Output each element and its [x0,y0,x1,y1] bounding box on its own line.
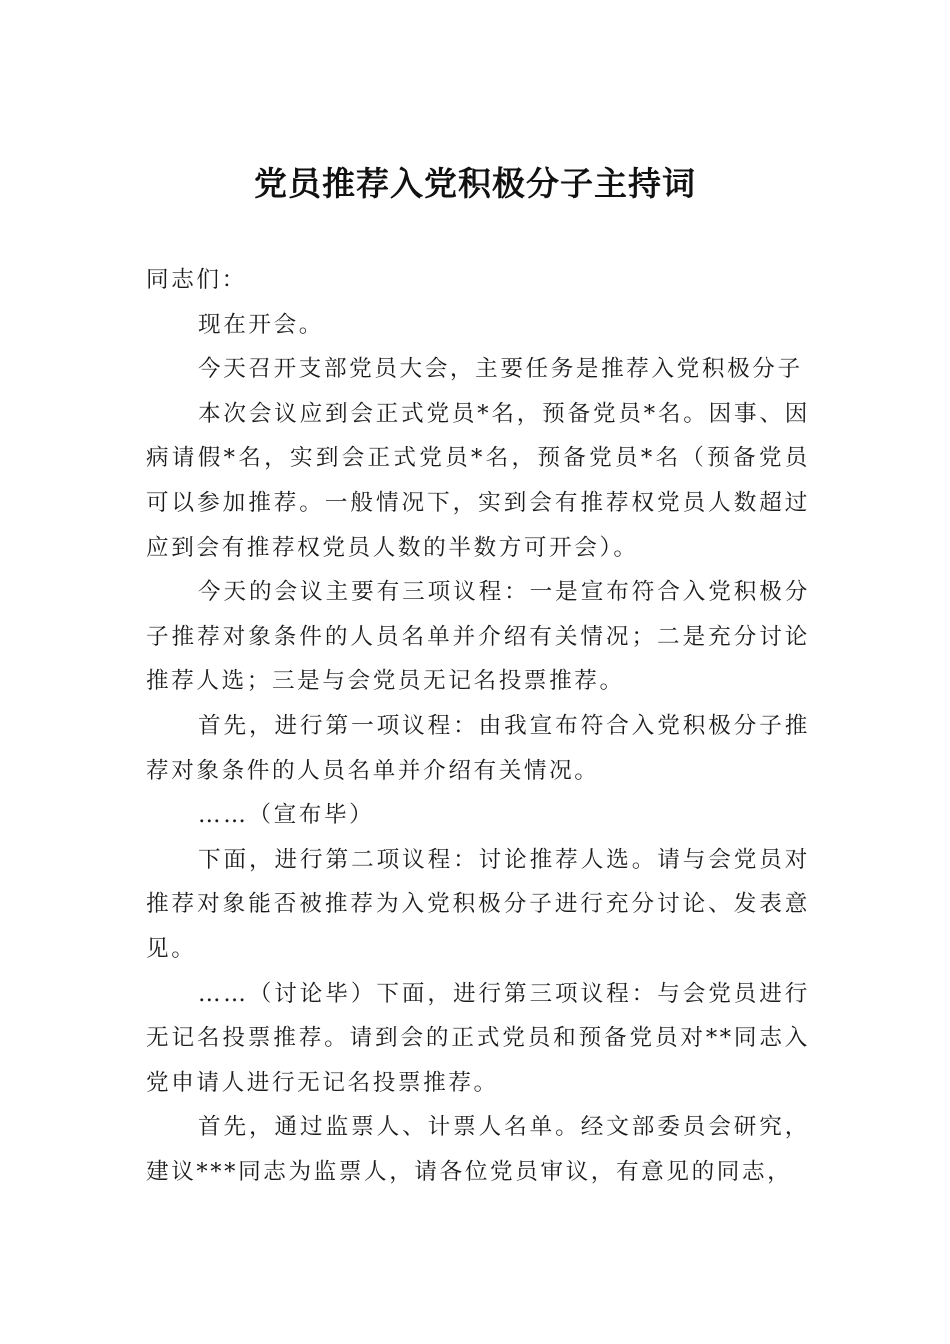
document-title: 党员推荐入党积极分子主持词 [254,164,696,203]
paragraph-5: 首先，进行第一项议程：由我宣布符合入党积极分子推荐对象条件的人员名单并介绍有关情况。 [146,712,810,784]
paragraph-4: 今天的会议主要有三项议程：一是宣布符合入党积极分子推荐对象条件的人员名单并介绍有关情况；二是充分讨论推荐人选；三是与会党员无记名投票推荐。 [146,579,810,695]
paragraph-6: ……（宣布毕） [198,802,375,829]
salutation: 同志们： [146,267,247,293]
paragraph-7: 下面，进行第二项议程：讨论推荐人选。请与会党员对推荐对象能否被推荐为入党积极分子进行充分讨论、发表意见。 [146,846,810,962]
document-body [146,258,810,1194]
paragraph-1: 现在开会。 [198,311,324,338]
paragraph-2: 今天召开支部党员大会，主要任务是推荐入党积极分子 [198,356,803,383]
paragraph-9: 首先，通过监票人、计票人名单。经文部委员会研究，建议***同志为监票人，请各位党员审议，有意见的同志， [146,1114,810,1185]
paragraph-8: ……（讨论毕）下面，进行第三项议程：与会党员进行无记名投票推荐。请到会的正式党员和预备党员对**同志入党申请人进行无记名投票推荐。 [146,980,810,1096]
paragraph-3: 本次会议应到会正式党员*名，预备党员*名。因事、因病请假*名，实到会正式党员*名，预备党员*名（预备党员可以参加推荐。一般情况下，实到会有推荐权党员人数超过应到会有推荐权党员人数的半数方可开会）。 [146,400,810,561]
